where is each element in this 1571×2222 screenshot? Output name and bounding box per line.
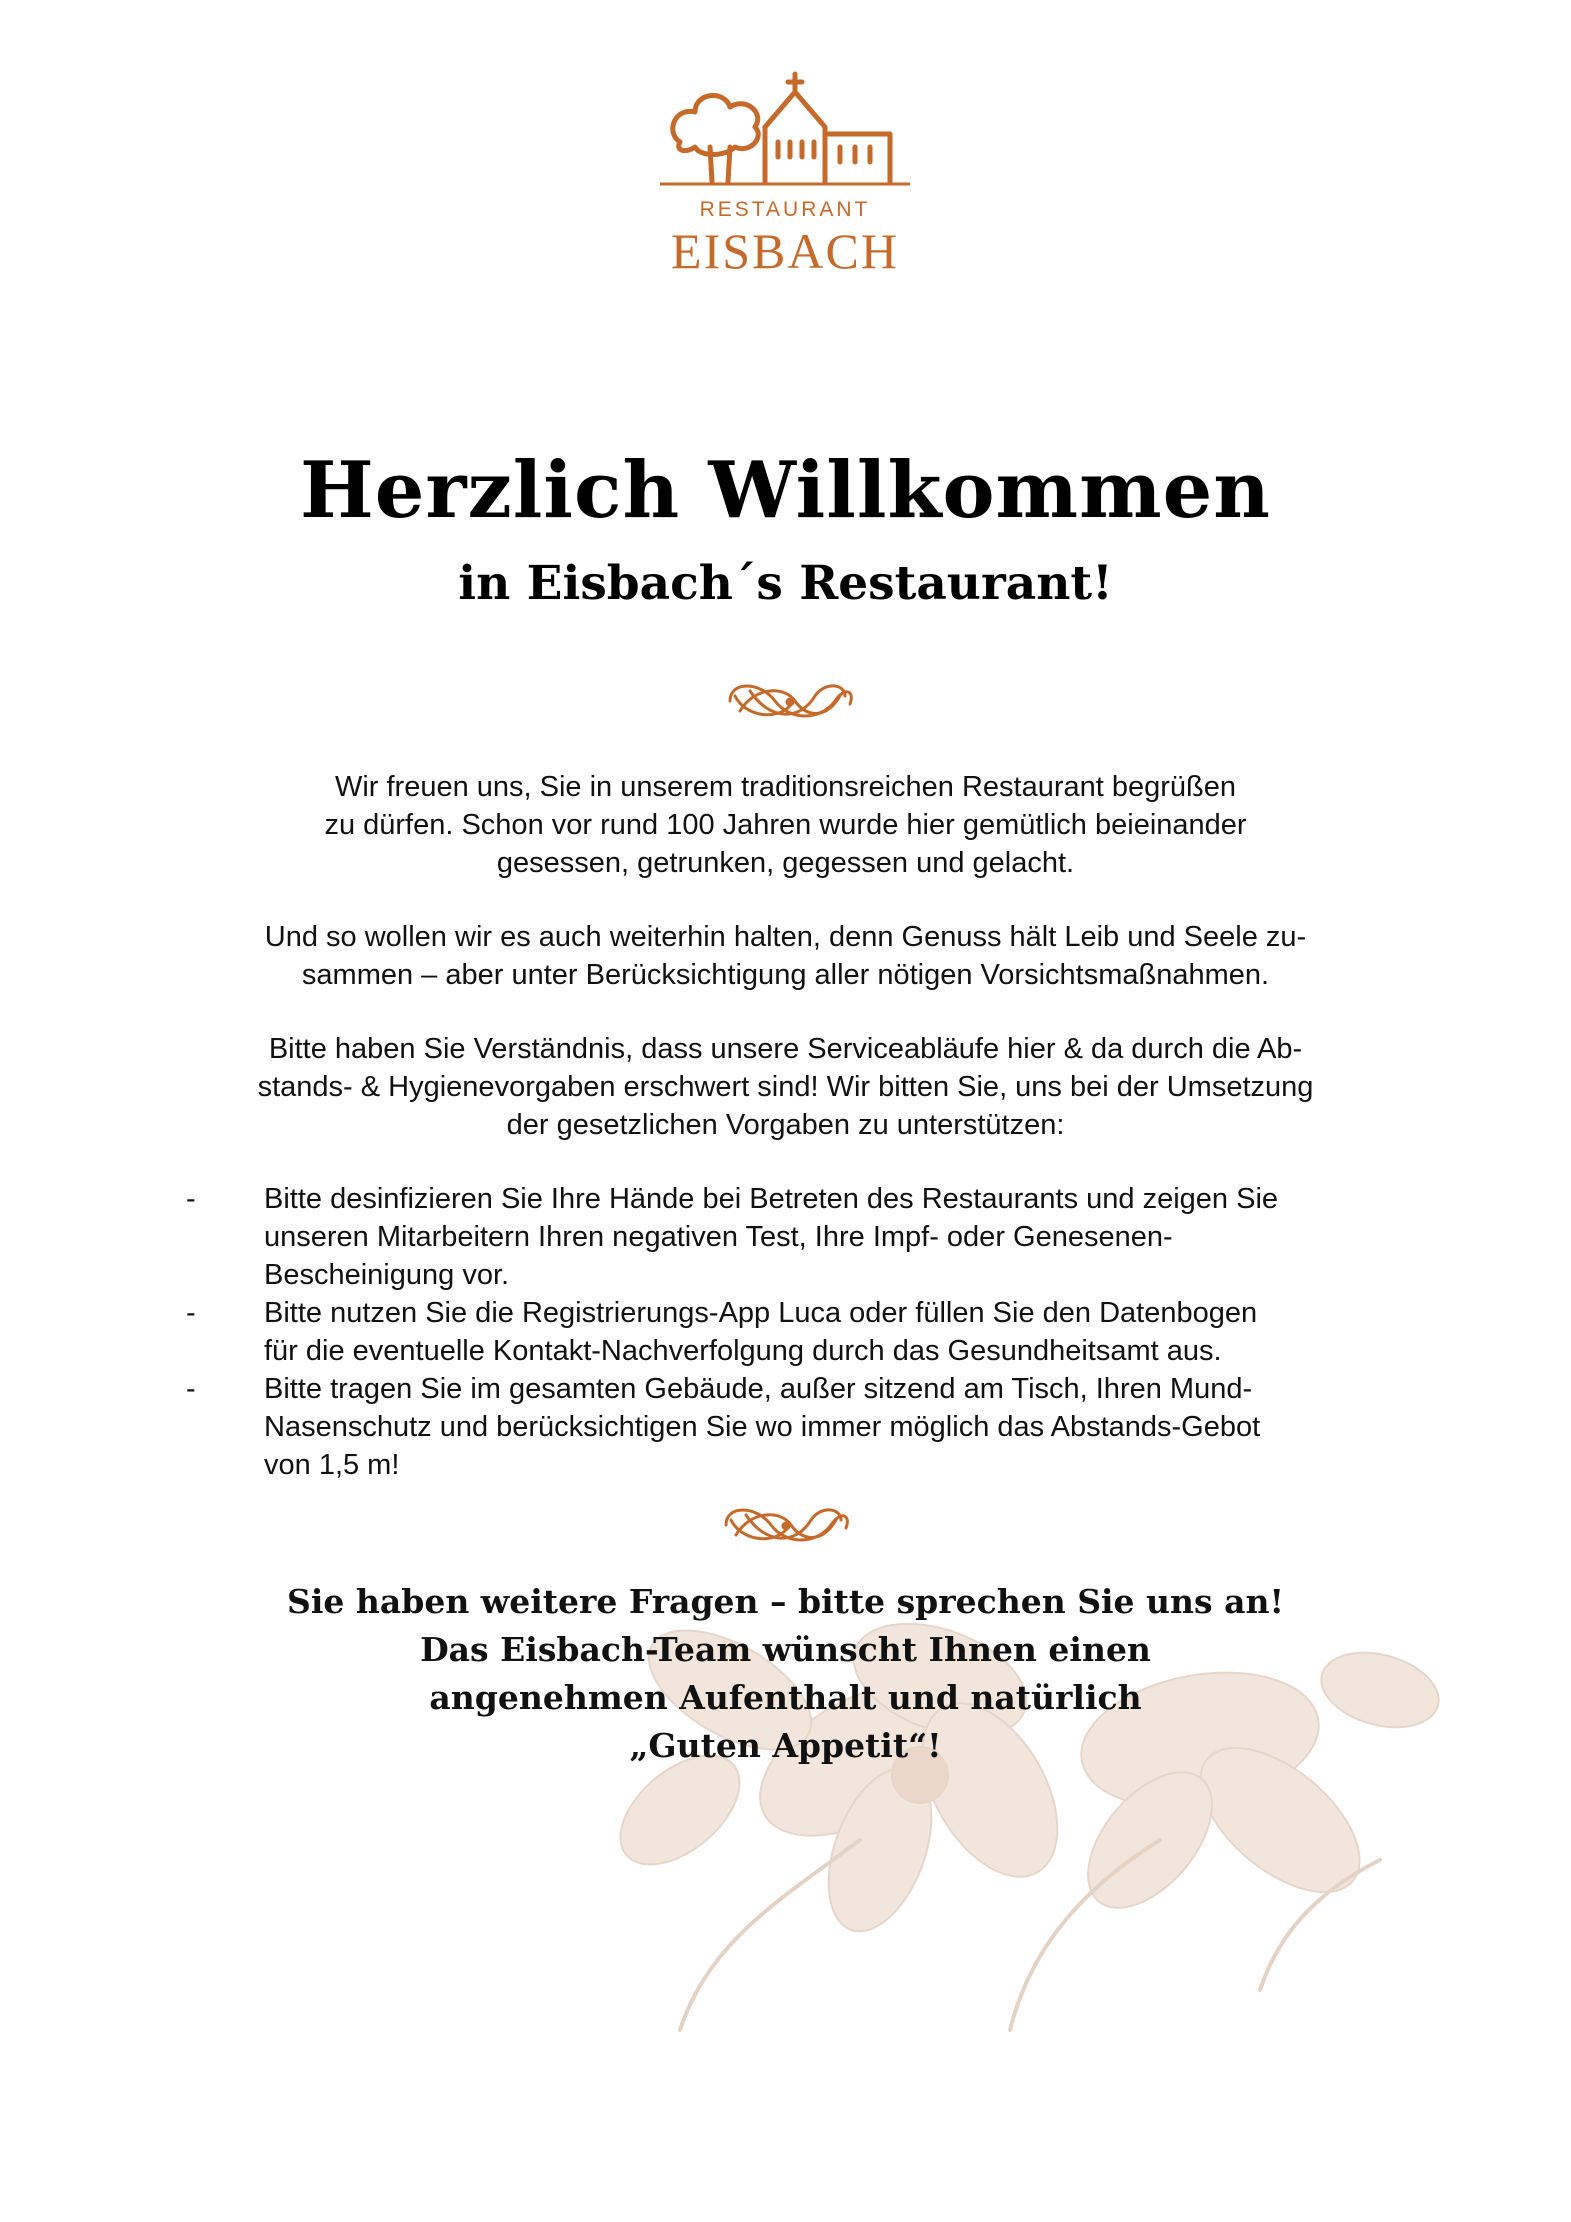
- page-subtitle: in Eisbach´s Restaurant!: [458, 556, 1113, 611]
- building-and-trees-logo: [660, 62, 910, 192]
- closing-message: [0, 1578, 1571, 1770]
- closing-line: „Guten Appetit“!: [629, 1726, 942, 1765]
- restaurant-logo: [660, 62, 910, 287]
- list-bullet: -: [186, 1183, 196, 1215]
- closing-line: Das Eisbach-Team wünscht Ihnen einen: [420, 1630, 1151, 1669]
- list-item-line: Bitte tragen Sie im gesamten Gebäude, außer sitzend am Tisch, Ihren Mund-: [264, 1373, 1253, 1405]
- list-bullet: -: [186, 1373, 196, 1405]
- precautions-line: Und so wollen wir es auch weiterhin halten, denn Genuss hält Leib und Seele zu-: [264, 921, 1307, 953]
- logo-restaurant-label: RESTAURANT: [699, 198, 871, 221]
- list-item-line: Bitte desinfizieren Sie Ihre Hände bei Betreten des Restaurants und zeigen Sie: [264, 1183, 1279, 1215]
- list-item: [186, 1294, 1386, 1370]
- intro-line: gesessen, getrunken, gegessen und gelacht.: [496, 847, 1075, 879]
- rules-list: [186, 1180, 1386, 1484]
- list-item: [186, 1370, 1386, 1484]
- list-item: [186, 1180, 1386, 1294]
- list-item-line: unseren Mitarbeitern Ihren negativen Test, Ihre Impf- oder Genesenen-: [264, 1221, 1173, 1253]
- precautions-paragraph: [0, 918, 1571, 994]
- flourish-ornament-icon: [720, 666, 860, 736]
- intro-line: zu dürfen. Schon vor rund 100 Jahren wurde hier gemütlich beieinander: [324, 809, 1247, 841]
- page-title: Herzlich Willkommen: [300, 445, 1271, 536]
- intro-paragraph: [0, 768, 1571, 882]
- intro-line: Wir freuen uns, Sie in unserem traditionsreichen Restaurant begrüßen: [334, 771, 1237, 803]
- list-item-line: Bitte nutzen Sie die Registrierungs-App Luca oder füllen Sie den Datenbogen: [264, 1297, 1258, 1329]
- understanding-line: stands- & Hygienevorgaben erschwert sind! Wir bitten Sie, uns bei der Umsetzung: [257, 1071, 1314, 1103]
- understanding-line: der gesetzlichen Vorgaben zu unterstützen:: [506, 1109, 1065, 1141]
- list-bullet: -: [186, 1297, 196, 1329]
- understanding-paragraph: [0, 1030, 1571, 1144]
- list-item-line: von 1,5 m!: [264, 1449, 400, 1481]
- list-item-line: Nasenschutz und berücksichtigen Sie wo immer möglich das Abstands-Gebot: [264, 1411, 1261, 1443]
- flourish-ornament-icon: [716, 1490, 856, 1560]
- list-item-line: Bescheinigung vor.: [264, 1259, 510, 1291]
- precautions-line: sammen – aber unter Berücksichtigung aller nötigen Vorsichtsmaßnahmen.: [301, 959, 1270, 991]
- logo-name: EISBACH: [671, 223, 899, 279]
- understanding-line: Bitte haben Sie Verständnis, dass unsere Serviceabläufe hier & da durch die Ab-: [268, 1033, 1303, 1065]
- closing-line: angenehmen Aufenthalt und natürlich: [429, 1678, 1142, 1717]
- list-item-line: für die eventuelle Kontakt-Nachverfolgung durch das Gesundheitsamt aus.: [264, 1335, 1222, 1367]
- closing-line: Sie haben weitere Fragen – bitte sprechen Sie uns an!: [287, 1582, 1284, 1621]
